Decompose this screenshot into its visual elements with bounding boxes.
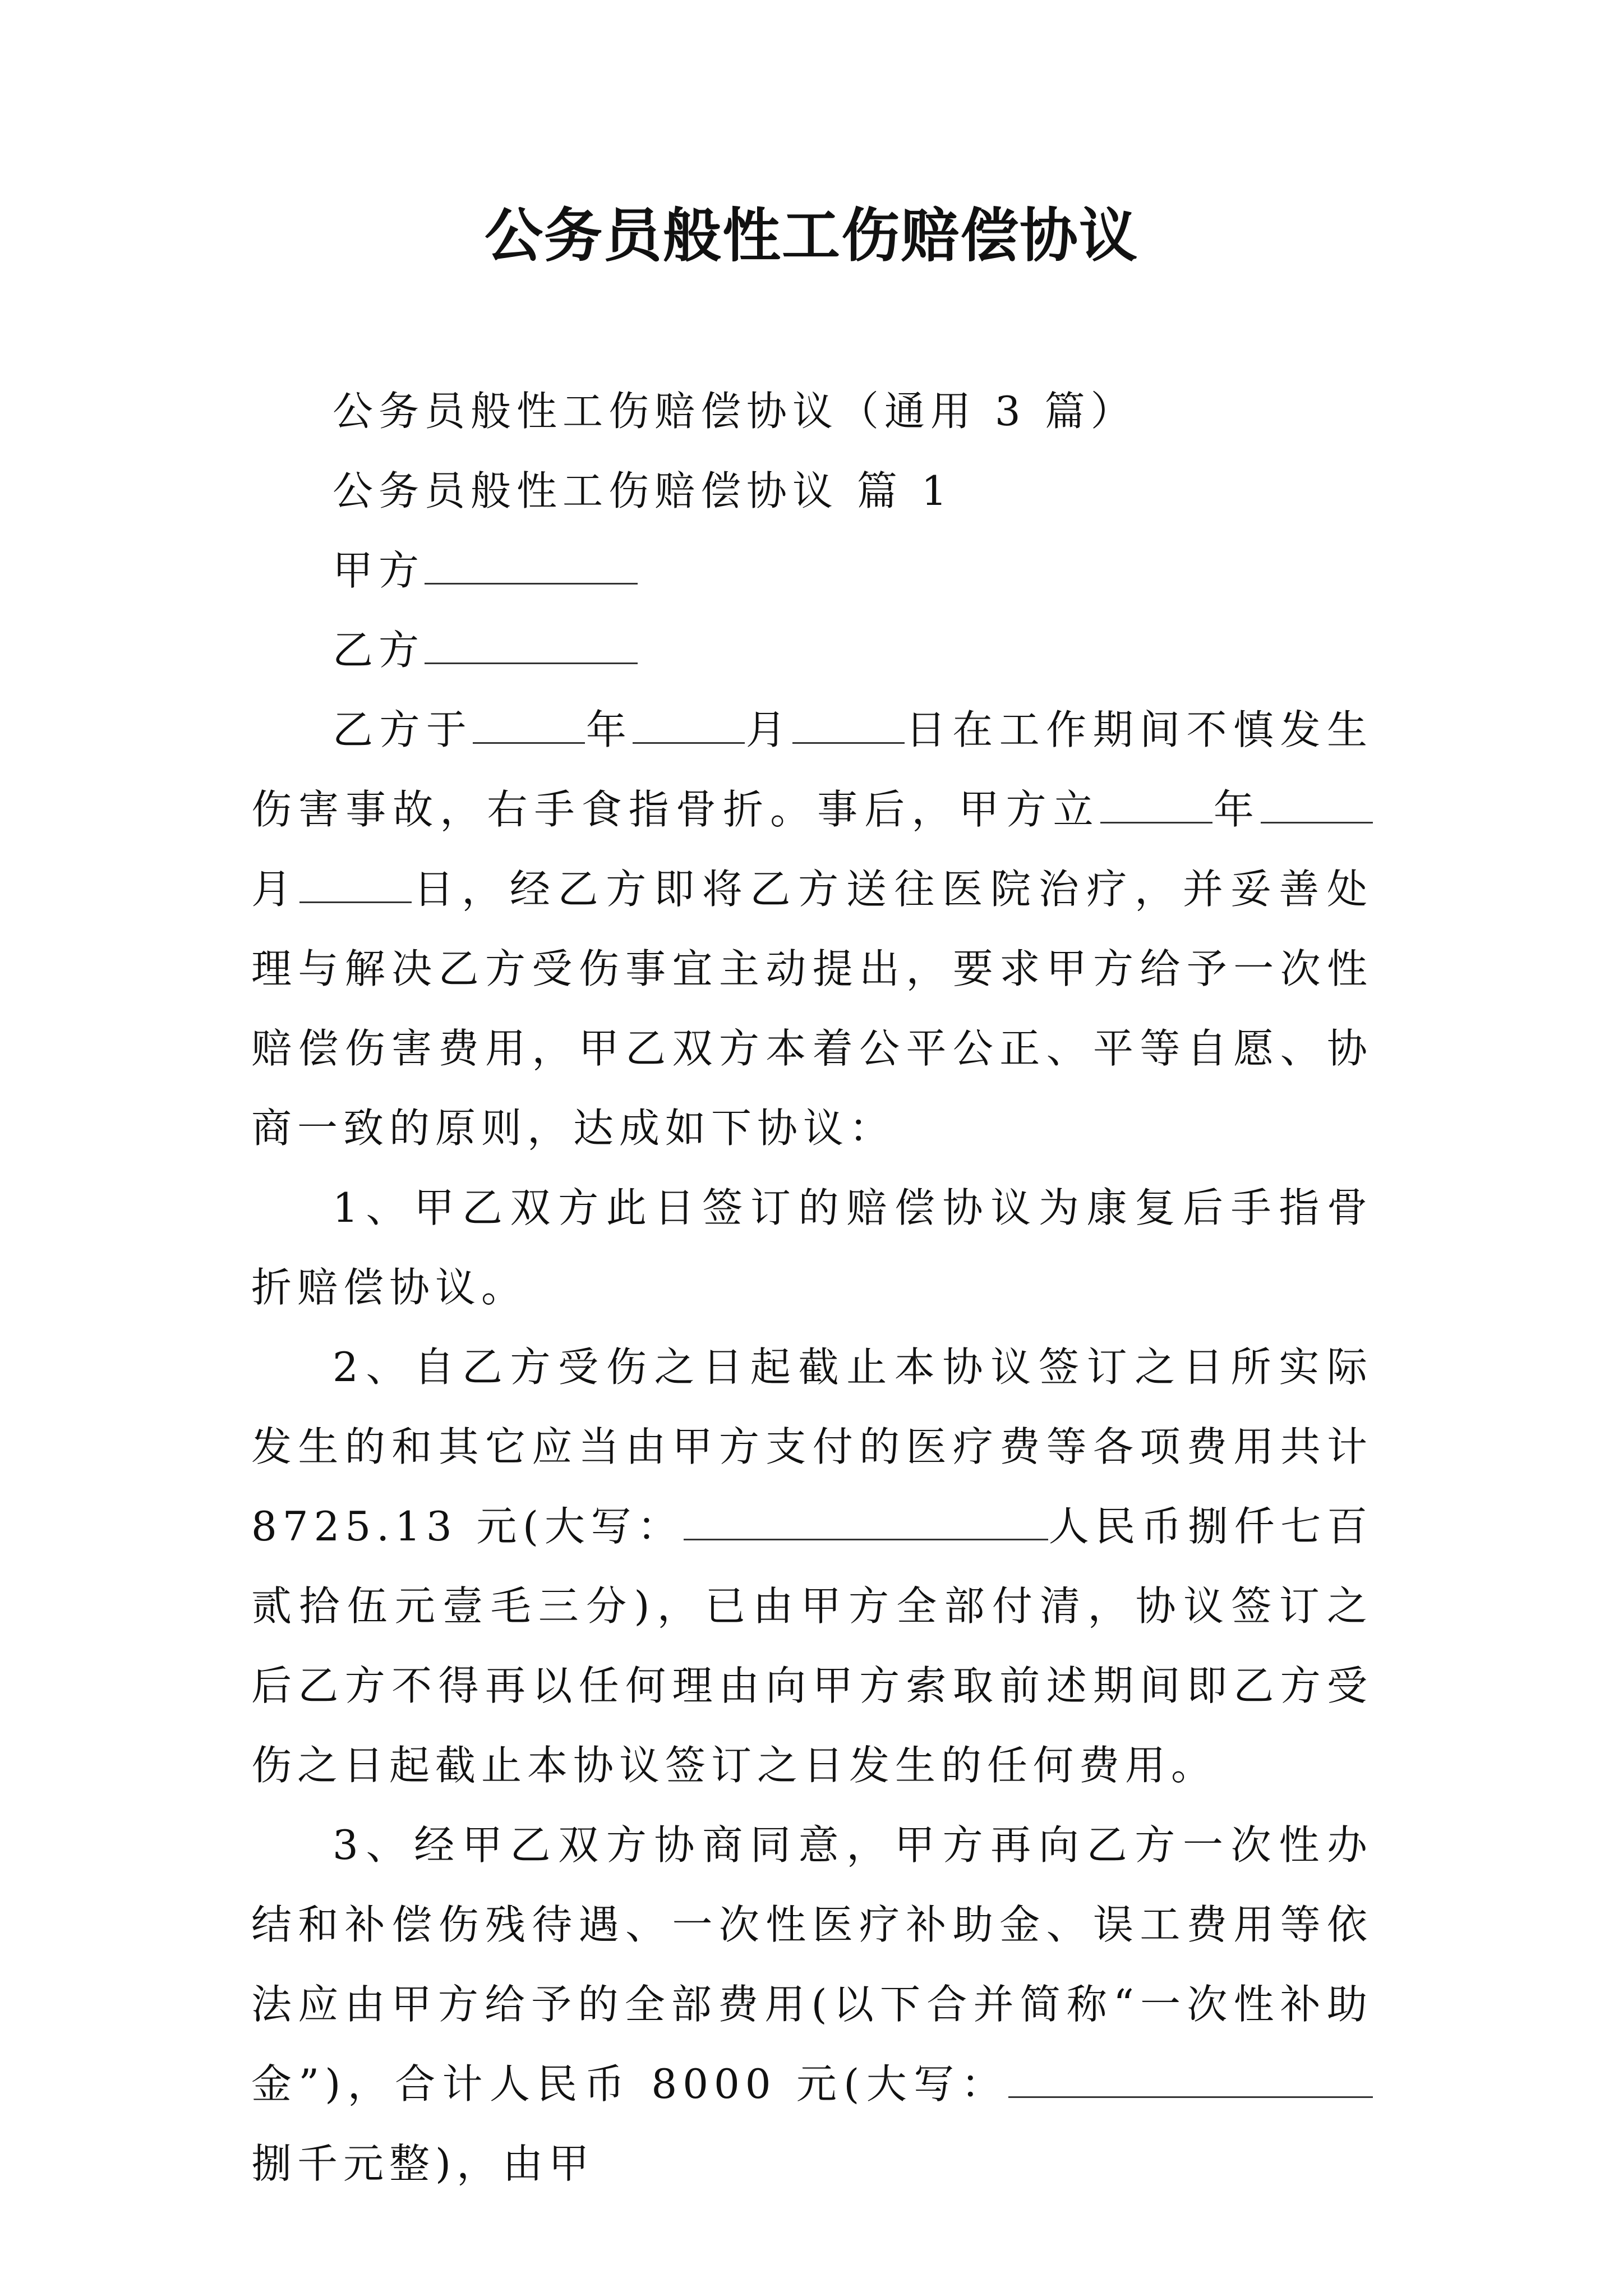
- amount-words-blank: [684, 1501, 1048, 1540]
- clause-2: [251, 1327, 1373, 1805]
- section-heading: 公务员般性工伤赔偿协议 篇 1: [333, 467, 953, 514]
- party-a-blank: [425, 545, 638, 585]
- month-blank: [633, 704, 745, 744]
- day-blank: [792, 704, 905, 744]
- document-title: 公务员般性工伤赔偿协议: [484, 201, 1138, 270]
- intro-text: 年: [1212, 786, 1261, 833]
- document-body: [251, 371, 1373, 2203]
- party-a-label: 甲方: [333, 547, 425, 594]
- clause-3: [251, 1805, 1373, 2203]
- party-b-label: 乙方: [333, 627, 425, 674]
- party-a-line: [251, 531, 1373, 610]
- clause-3-text: 3、经甲乙双方协商同意，甲方再向乙方一次性办结和补偿伤残待遇、一次性医疗补助金、误工费用等依法应由甲方给予的全部费用(以下合并简称“一次性补助金”)，合计人民币 8000 元(大写：: [251, 1821, 1373, 2108]
- clause-1: 1、甲乙双方此日签订的赔偿协议为康复后手指骨折赔偿协议。: [251, 1184, 1373, 1311]
- year-blank: [1100, 784, 1212, 823]
- intro-text: 年: [585, 706, 633, 753]
- intro-text: 乙方于: [333, 706, 473, 753]
- intro-paragraph: [251, 690, 1373, 1168]
- month-blank: [1261, 784, 1373, 823]
- day-blank: [299, 863, 412, 903]
- document-subtitle: 公务员般性工伤赔偿协议（通用 3 篇）: [333, 388, 1137, 435]
- party-b-blank: [425, 624, 638, 664]
- clause-2-text: 2、自乙方受伤之日起截止本协议签订之日所实际发生的和其它应当由甲方支付的医疗费等各项费用共计 8725.13 元(大写：: [251, 1343, 1373, 1550]
- intro-text: 月: [745, 706, 793, 753]
- clause-3-text: 捌千元整)，由甲: [251, 2140, 595, 2187]
- intro-text: 日在工作期间不慎发生伤害事故，右手食指骨折。事后，甲方立: [251, 706, 1373, 833]
- amount-words-blank: [1008, 2058, 1373, 2098]
- clause-2-text: 人民币捌仟七百贰拾伍元壹毛三分)，已由甲方全部付清，协议签订之后乙方不得再以任何理由向甲方索取前述期间即乙方受伤之日起截止本协议签订之日发生的任何费用。: [251, 1503, 1373, 1789]
- intro-text: 月: [251, 866, 299, 913]
- year-blank: [473, 704, 585, 744]
- intro-text: 日，经乙方即将乙方送往医院治疗，并妥善处理与解决乙方受伤事宜主动提出，要求甲方给予一次性赔偿伤害费用，甲乙双方本着公平公正、平等自愿、协商一致的原则，达成如下协议：: [251, 866, 1373, 1152]
- party-b-line: [251, 610, 1373, 690]
